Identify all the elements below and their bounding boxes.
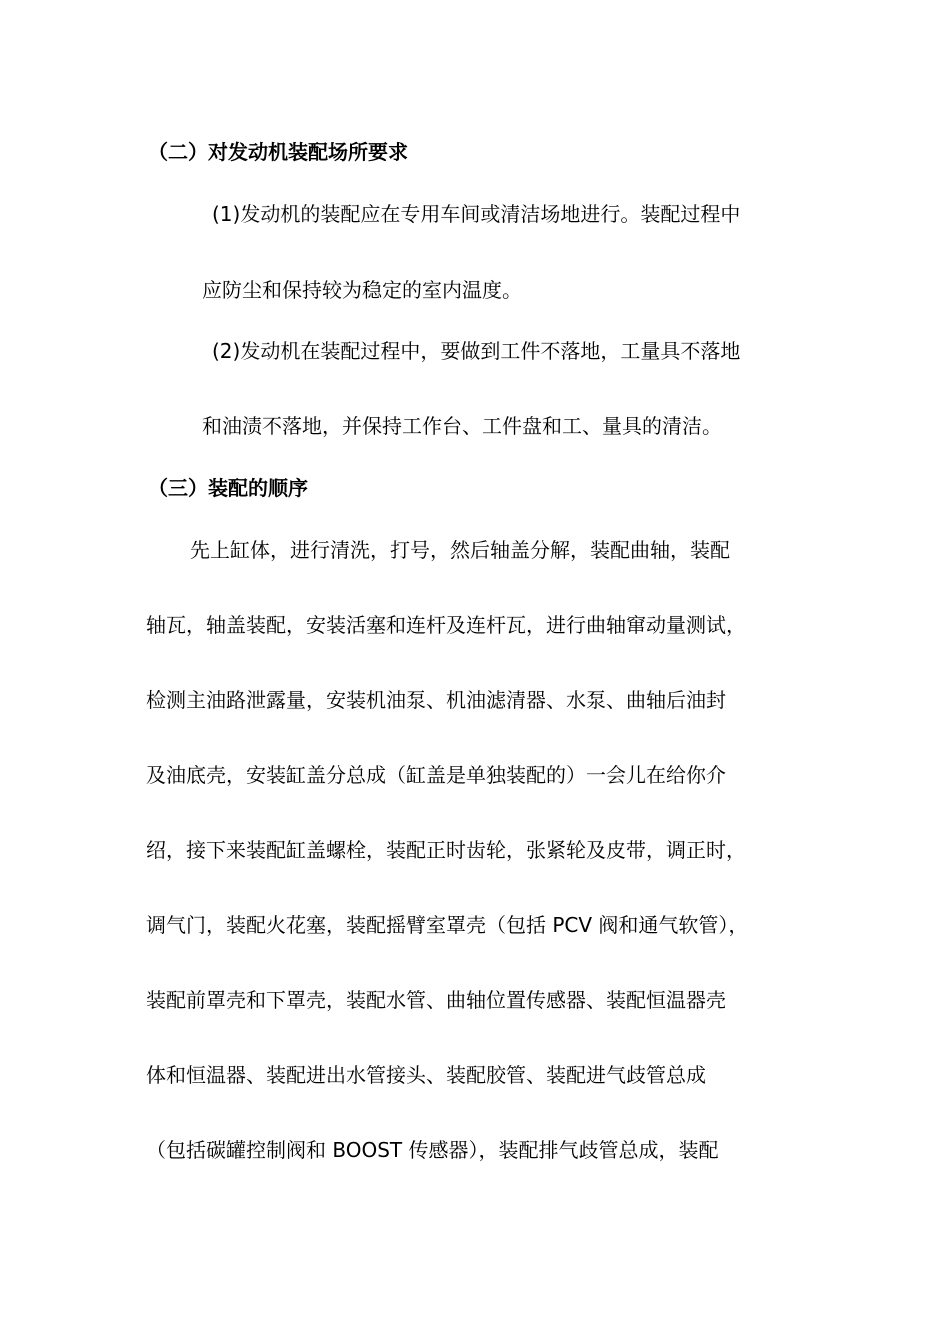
section-heading-assembly-site-requirements: （二）对发动机装配场所要求 [148, 140, 408, 164]
paragraph-line: （包括碳罐控制阀和 BOOST 传感器），装配排气歧管总成，装配 [146, 1138, 719, 1162]
paragraph-line: (1)发动机的装配应在专用车间或清洁场地进行。装配过程中 [212, 202, 741, 226]
paragraph-line: 检测主油路泄露量，安装机油泵、机油滤清器、水泵、曲轴后油封 [146, 688, 726, 712]
paragraph-line: 应防尘和保持较为稳定的室内温度。 [202, 278, 522, 302]
paragraph-line: 和油渍不落地，并保持工作台、工件盘和工、量具的清洁。 [202, 414, 722, 438]
paragraph-line: 体和恒温器、装配进出水管接头、装配胶管、装配进气歧管总成 [146, 1063, 706, 1087]
paragraph-line: 调气门，装配火花塞，装配摇臂室罩壳（包括 PCV 阀和通气软管）， [146, 913, 749, 937]
section-heading-assembly-order: （三）装配的顺序 [148, 476, 308, 500]
paragraph-line: 装配前罩壳和下罩壳，装配水管、曲轴位置传感器、装配恒温器壳 [146, 988, 726, 1012]
paragraph-line: 绍，接下来装配缸盖螺栓，装配正时齿轮，张紧轮及皮带，调正时， [146, 838, 746, 862]
paragraph-line: 轴瓦，轴盖装配，安装活塞和连杆及连杆瓦，进行曲轴窜动量测试， [146, 613, 746, 637]
paragraph-line: 先上缸体，进行清洗，打号，然后轴盖分解，装配曲轴，装配 [190, 538, 730, 562]
paragraph-line: 及油底壳，安装缸盖分总成（缸盖是单独装配的）一会儿在给你介 [146, 763, 726, 787]
paragraph-line: (2)发动机在装配过程中，要做到工件不落地，工量具不落地 [212, 339, 741, 363]
